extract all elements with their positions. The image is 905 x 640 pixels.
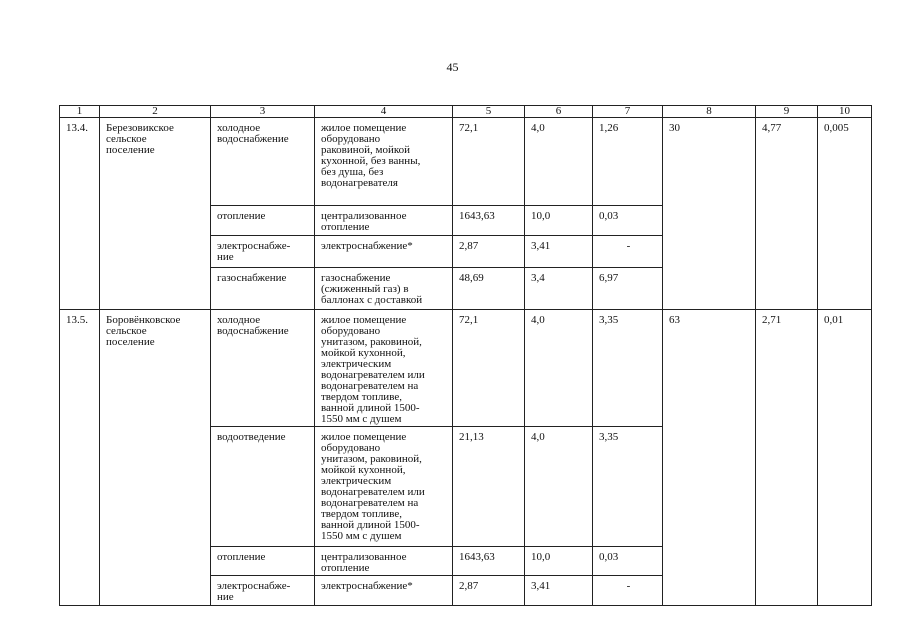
value-cell: 0,005 [818,118,872,310]
value-cell: 2,87 [453,576,525,606]
column-number: 3 [211,106,315,118]
value-cell: 2,71 [756,310,818,606]
housing-description: жилое помещение оборудовано унитазом, раковиной, мойкой кухонной, электрическим водонагревателем или водонагревателем на твердом топливе, ванной длиной 1500- 1550 мм с душем [315,427,453,547]
value-cell: 10,0 [525,206,593,236]
housing-description: жилое помещение оборудовано унитазом, раковиной, мойкой кухонной, электрическим водонагревателем или водонагревателем на твердом топливе, ванной длиной 1500- 1550 мм с душем [315,310,453,427]
table-row [60,118,872,206]
value-cell: 0,03 [593,547,663,576]
settlement-name: Боровёнковское сельское поселение [100,310,211,606]
service-type: электроснабже- ние [211,576,315,606]
value-cell: 1,26 [593,118,663,206]
housing-description: газоснабжение (сжиженный газ) в баллонах с доставкой [315,268,453,310]
value-cell: 3,35 [593,310,663,427]
service-type: холодное водоснабжение [211,310,315,427]
value-cell: 1643,63 [453,206,525,236]
table-row [60,310,872,427]
value-cell: 72,1 [453,310,525,427]
value-cell: - [593,236,663,268]
value-cell: 0,01 [818,310,872,606]
column-number: 2 [100,106,211,118]
column-number: 9 [756,106,818,118]
column-number: 8 [663,106,756,118]
item-number: 13.4. [60,118,100,310]
housing-description: электроснабжение* [315,576,453,606]
value-cell: 63 [663,310,756,606]
service-type: газоснабжение [211,268,315,310]
value-cell: 21,13 [453,427,525,547]
value-cell: - [593,576,663,606]
value-cell: 4,0 [525,118,593,206]
item-number: 13.5. [60,310,100,606]
value-cell: 30 [663,118,756,310]
value-cell: 3,4 [525,268,593,310]
value-cell: 3,41 [525,576,593,606]
page-number: 45 [446,60,459,74]
value-cell: 10,0 [525,547,593,576]
column-number: 6 [525,106,593,118]
service-type: отопление [211,206,315,236]
column-number: 10 [818,106,872,118]
value-cell: 3,35 [593,427,663,547]
value-cell: 1643,63 [453,547,525,576]
housing-description: централизованное отопление [315,547,453,576]
housing-description: электроснабжение* [315,236,453,268]
tariff-table [59,105,872,606]
column-number: 7 [593,106,663,118]
column-numbers-row [60,106,872,118]
service-type: электроснабже- ние [211,236,315,268]
column-number: 1 [60,106,100,118]
settlement-name: Березовикское сельское поселение [100,118,211,310]
value-cell: 4,0 [525,310,593,427]
service-type: водоотведение [211,427,315,547]
column-number: 4 [315,106,453,118]
column-number: 5 [453,106,525,118]
service-type: отопление [211,547,315,576]
value-cell: 3,41 [525,236,593,268]
service-type: холодное водоснабжение [211,118,315,206]
housing-description: жилое помещение оборудовано раковиной, мойкой кухонной, без ванны, без душа, без водонагревателя [315,118,453,206]
value-cell: 2,87 [453,236,525,268]
value-cell: 6,97 [593,268,663,310]
value-cell: 4,0 [525,427,593,547]
housing-description: централизованное отопление [315,206,453,236]
value-cell: 0,03 [593,206,663,236]
value-cell: 72,1 [453,118,525,206]
value-cell: 48,69 [453,268,525,310]
value-cell: 4,77 [756,118,818,310]
